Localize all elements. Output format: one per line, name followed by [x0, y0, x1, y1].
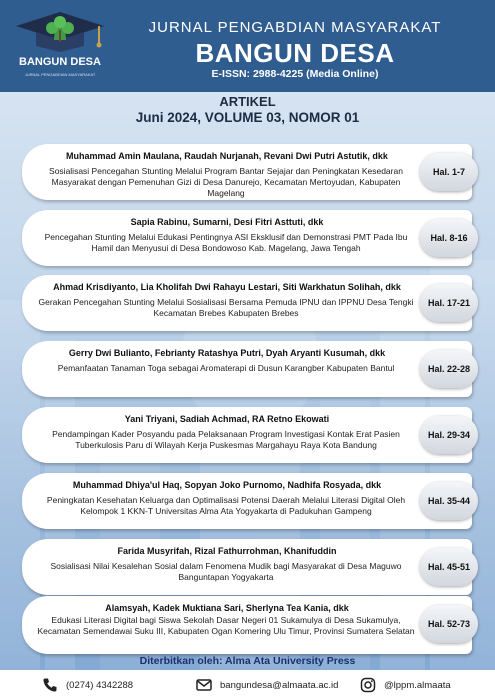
page-range-badge: Hal. 22-28	[420, 350, 478, 388]
article-card[interactable]	[22, 539, 472, 595]
page-range-badge: Hal. 52-73	[420, 605, 478, 643]
mortarboard-logo-icon	[14, 10, 106, 52]
article-title: Edukasi Literasi Digital bagi Siswa Sekolah Dasar Negeri 01 Sukamulya di Desa Sukamulya, Kecamatan Semendawai Suku III, Kabupaten Ogan Komering Ulu Timur, Provinsi Sumatera Selatan	[37, 615, 415, 636]
article-authors: Alamsyah, Kadek Muktiana Sari, Sherlyna Tea Kania, dkk	[105, 603, 349, 613]
article-title: Pendampingan Kader Posyandu pada Pelaksanaan Program Investigasi Kontak Erat Pasien Tuberkulosis Paru di Wilayah Kerja Puskesmas Margahayu Raya Kota Bandung	[52, 429, 400, 450]
journal-issn: E-ISSN: 2988-4225 (Media Online)	[211, 68, 379, 80]
article-card[interactable]	[22, 144, 472, 200]
phone-number: (0274) 4342288	[66, 679, 134, 691]
instagram-contact[interactable]	[360, 676, 451, 694]
article-authors: Yani Triyani, Sadiah Achmad, RA Retno Ekowati	[124, 414, 330, 424]
article-title: Sosialisasi Nilai Kesalehan Sosial dalam Fenomena Mudik bagi Masyarakat di Desa Maguwo Banguntapan Yogyakarta	[50, 561, 402, 582]
article-card[interactable]	[22, 275, 472, 331]
article-title: Peningkatan Kesehatan Keluarga dan Optimalisasi Potensi Daerah Melalui Literasi Digital Oleh Kelompok 1 KKN-T Universitas Alma Ata Yogyakarta di Padukuhan Gampeng	[46, 495, 406, 516]
article-title: Pemanfaatan Tanaman Toga sebagai Aromaterapi di Dusun Karangber Kabupaten Bantul	[57, 363, 395, 373]
article-authors: Farida Musyrifah, Rizal Fathurrohman, Khanifuddin	[117, 546, 337, 556]
journal-logo	[14, 10, 106, 84]
article-authors: Gerry Dwi Bulianto, Febrianty Ratashya Putri, Dyah Aryanti Kusumah, dkk	[68, 348, 386, 358]
publisher-line: Diterbitkan oleh: Alma Ata University Press	[139, 655, 356, 667]
page-range-badge: Hal. 17-21	[420, 284, 478, 322]
journal-kicker: JURNAL PENGABDIAN MASYARAKAT	[148, 19, 442, 36]
article-authors: Muhammad Dhiya'ul Haq, Sopyan Joko Purnomo, Nadhifa Rosyada, dkk	[72, 480, 382, 490]
logo-wordmark: BANGUN DESA	[14, 56, 106, 68]
header	[0, 0, 495, 92]
article-title: Pencegahan Stunting Melalui Edukasi Pentingnya ASI Eksklusif dan Demonstrasi PMT Pada Ibu Hamil dan Menyusui di Desa Bondowoso Kab. Magelang, Jawa Tengah	[44, 232, 408, 253]
journal-title: BANGUN DESA	[195, 38, 395, 68]
section-heading	[0, 94, 495, 125]
article-authors: Ahmad Krisdiyanto, Lia Kholifah Dwi Rahayu Lestari, Siti Warkhatun Solihah, dkk	[53, 282, 401, 292]
page-range-badge: Hal. 35-44	[420, 482, 478, 520]
phone-contact[interactable]	[42, 676, 133, 694]
article-title: Sosialisasi Pencegahan Stunting Melalui Program Bantar Sejajar dan Peningkatan Kesedaran Masyarakat dengan Pemenuhan Gizi di Desa Danurejo, Kecamatan Mertoyudan, Kabupaten Magelang	[49, 166, 403, 198]
page-range-badge: Hal. 1-7	[420, 153, 478, 191]
instagram-icon	[360, 677, 376, 693]
article-card[interactable]	[22, 473, 472, 529]
page-range-badge: Hal. 45-51	[420, 548, 478, 586]
page-range-badge: Hal. 29-34	[420, 416, 478, 454]
contact-footer	[0, 670, 495, 700]
section-label: ARTIKEL	[219, 94, 276, 109]
email-contact[interactable]	[196, 676, 338, 694]
email-address: bangundesa@almaata.ac.id	[220, 679, 339, 691]
page-range-badge: Hal. 8-16	[420, 219, 478, 257]
article-title: Gerakan Pencegahan Stunting Melalui Sosialisasi Bersama Pemuda IPNU dan IPPNU Desa Tengki Kecamatan Brebes Kabupaten Brebes	[38, 297, 414, 318]
email-icon	[196, 677, 212, 693]
phone-icon	[42, 677, 58, 693]
article-card[interactable]	[22, 210, 472, 266]
issue-label: Juni 2024, VOLUME 03, NOMOR 01	[135, 110, 360, 125]
instagram-handle: @lppm.almaata	[384, 679, 451, 691]
article-card[interactable]	[22, 407, 472, 463]
article-authors: Muhammad Amin Maulana, Raudah Nurjanah, Revani Dwi Putri Astutik, dkk	[66, 151, 388, 161]
article-authors: Sapia Rabinu, Sumarni, Desi Fitri Asttuti, dkk	[130, 217, 324, 227]
article-card[interactable]	[22, 341, 472, 397]
logo-tagline: JURNAL PENGABDIAN MASYARAKAT	[24, 72, 96, 77]
article-card[interactable]	[22, 596, 472, 654]
